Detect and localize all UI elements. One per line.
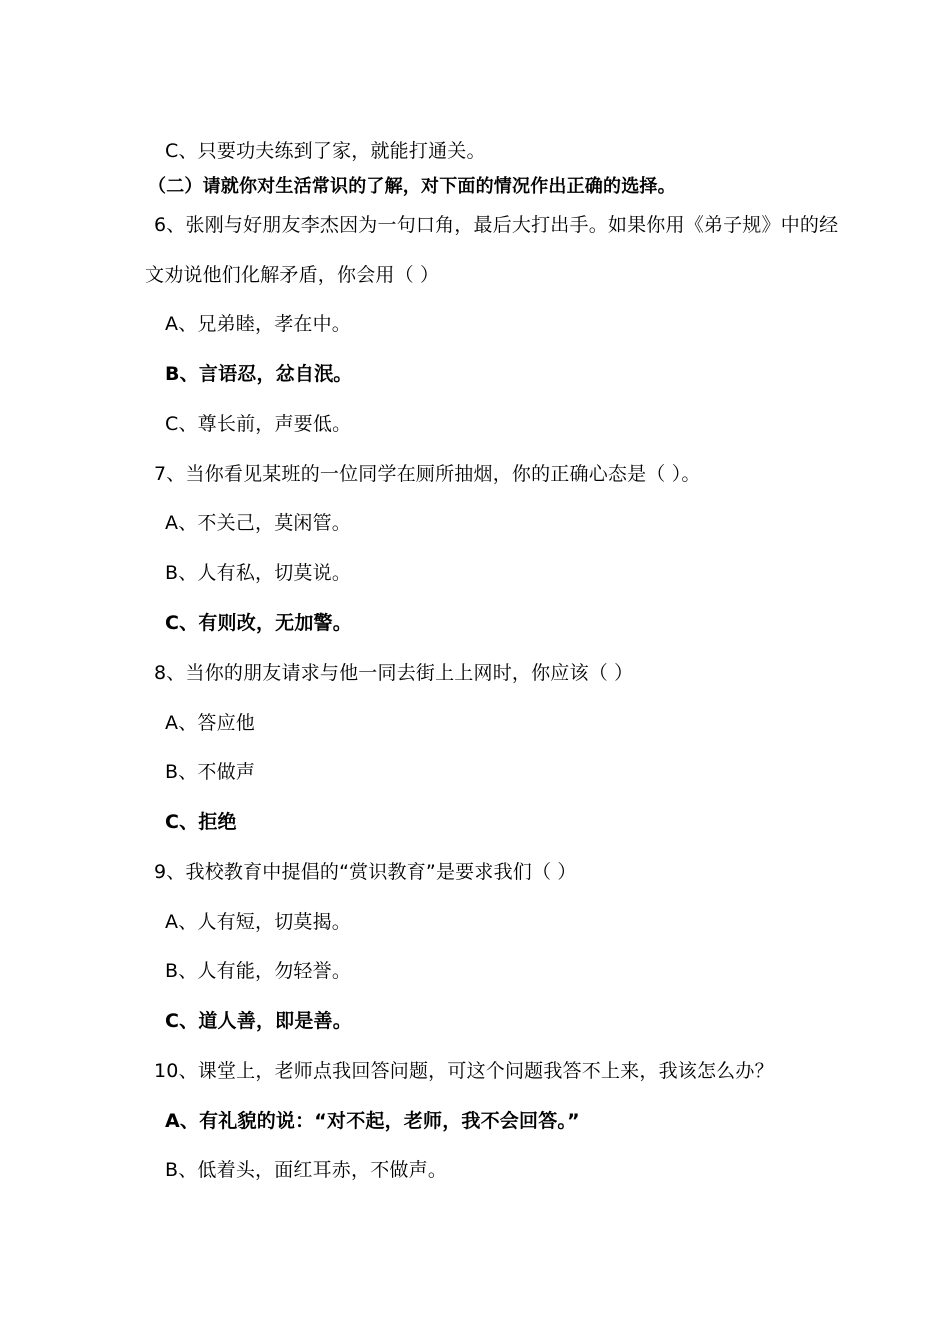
question-9: 9、我校教育中提倡的“赏识教育”是要求我们（ ） [154,861,577,883]
question-6-line-2: 文劝说他们化解矛盾，你会用（ ） [145,264,440,286]
option-b-q8: B、不做声 [165,761,256,783]
option-a-q9: A、人有短，切莫揭。 [165,911,351,933]
option-b-q7: B、人有私，切莫说。 [165,562,352,584]
option-b-q10: B、低着头，面红耳赤，不做声。 [165,1159,448,1181]
option-b-q6: B、言语忍，忿自泯。 [165,363,353,385]
question-8: 8、当你的朋友请求与他一同去街上上网时，你应该（ ） [154,662,634,684]
option-a-q10: A、有礼貌的说：“对不起，老师，我不会回答。” [165,1110,580,1132]
option-a-q7: A、不关己，莫闲管。 [165,512,351,534]
option-c-q6: C、尊长前，声要低。 [165,413,352,435]
option-b-q9: B、人有能，勿轻誉。 [165,960,352,982]
option-c-q5: C、只要功夫练到了家，就能打通关。 [165,140,486,162]
question-7: 7、当你看见某班的一位同学在厕所抽烟，你的正确心态是（ ）。 [154,463,701,485]
question-6-line-1: 6、张刚与好朋友李杰因为一句口角，最后大打出手。如果你用《弟子规》中的经 [154,214,839,236]
option-c-q9: C、道人善，即是善。 [165,1010,352,1032]
option-a-q6: A、兄弟睦，孝在中。 [165,313,351,335]
option-c-q7: C、有则改，无加警。 [165,612,352,634]
option-a-q8: A、答应他 [165,712,255,734]
section-heading-2: （二）请就你对生活常识的了解，对下面的情况作出正确的选择。 [148,176,676,197]
option-c-q8: C、拒绝 [165,811,237,833]
question-10: 10、课堂上，老师点我回答问题，可这个问题我答不上来，我该怎么办？ [154,1060,774,1082]
